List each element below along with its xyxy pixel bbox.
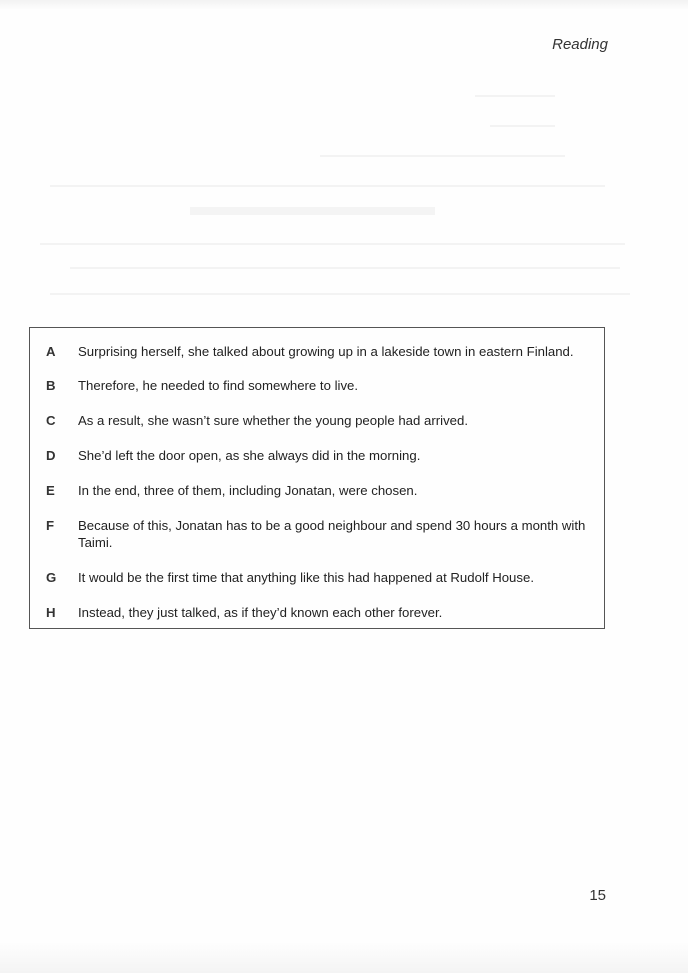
- option-f: [46, 517, 590, 551]
- page-number: 15: [589, 887, 606, 904]
- option-text: Therefore, he needed to find somewhere to live.: [78, 378, 359, 393]
- option-letter: C: [46, 413, 56, 428]
- scan-edge-top: [0, 0, 688, 10]
- option-text: As a result, she wasn’t sure whether the young people had arrived.: [78, 413, 468, 428]
- option-a: [46, 343, 590, 360]
- option-letter: A: [46, 344, 56, 359]
- option-letter: F: [46, 518, 55, 533]
- sentence-options-box: [29, 327, 605, 629]
- option-letter: B: [46, 378, 56, 393]
- option-letter: E: [46, 483, 55, 498]
- option-letter: H: [46, 605, 56, 620]
- option-text: In the end, three of them, including Jonatan, were chosen.: [78, 483, 418, 498]
- option-e: [46, 482, 590, 499]
- option-g: [46, 569, 590, 586]
- option-text: Because of this, Jonatan has to be a good neighbour and spend 30 hours a month with Taimi.: [78, 518, 586, 550]
- option-d: [46, 447, 590, 464]
- section-header: Reading: [552, 36, 608, 53]
- show-through-text: [30, 85, 630, 315]
- option-text: Instead, they just talked, as if they’d known each other forever.: [78, 605, 443, 620]
- option-text: She’d left the door open, as she always did in the morning.: [78, 448, 421, 463]
- scan-edge-bottom: [0, 941, 688, 973]
- option-h: [46, 604, 590, 621]
- option-text: Surprising herself, she talked about growing up in a lakeside town in eastern Finland.: [78, 344, 574, 359]
- option-text: It would be the first time that anything like this had happened at Rudolf House.: [78, 570, 534, 585]
- option-b: [46, 377, 590, 394]
- option-c: [46, 412, 590, 429]
- option-letter: G: [46, 570, 57, 585]
- option-letter: D: [46, 448, 56, 463]
